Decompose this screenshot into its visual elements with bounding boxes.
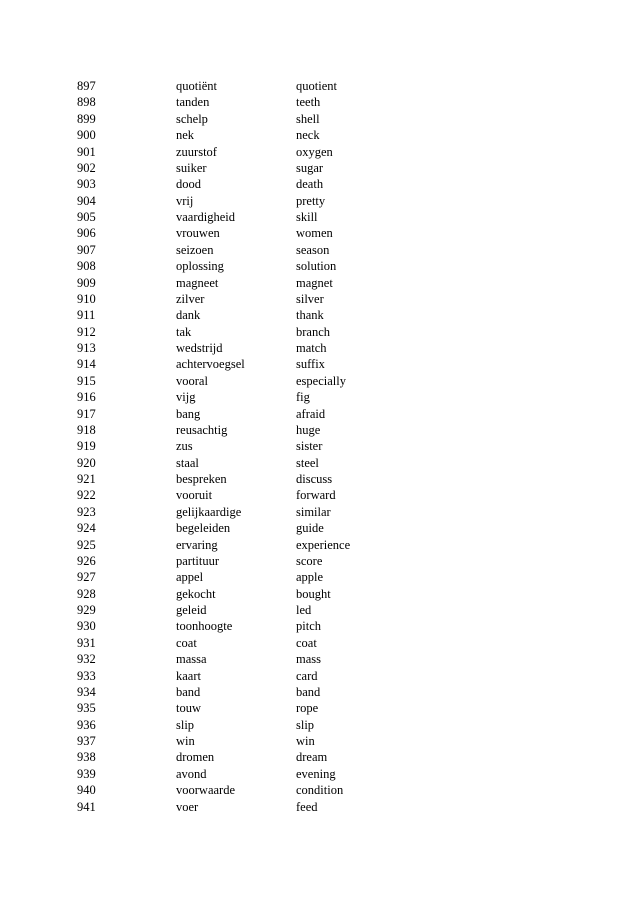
english-word: forward xyxy=(296,488,336,503)
row-number: 897 xyxy=(77,79,96,93)
dutch-word: voer xyxy=(176,799,199,814)
dutch-word: vrouwen xyxy=(176,226,220,241)
row-number: 907 xyxy=(77,242,96,257)
english-word: experience xyxy=(296,537,351,552)
row-number: 923 xyxy=(77,504,96,519)
row-number: 921 xyxy=(77,472,96,486)
row-number: 919 xyxy=(77,439,96,454)
english-word: steel xyxy=(296,455,319,470)
row-number: 929 xyxy=(77,603,96,617)
dutch-word: partituur xyxy=(176,553,220,568)
english-word: band xyxy=(296,684,321,699)
row-number: 939 xyxy=(77,766,96,781)
english-word: season xyxy=(296,242,330,257)
dutch-word: ervaring xyxy=(176,537,218,552)
english-word: slip xyxy=(296,717,315,732)
dutch-word: seizoen xyxy=(176,242,214,257)
english-word: death xyxy=(296,177,324,192)
dutch-word: bespreken xyxy=(176,472,227,486)
dutch-word: begeleiden xyxy=(176,521,231,536)
dutch-word: vooral xyxy=(176,373,208,388)
dutch-word: toonhoogte xyxy=(176,619,233,634)
english-word: score xyxy=(296,553,323,568)
dutch-word: bang xyxy=(176,406,201,421)
dutch-word: gelijkaardige xyxy=(176,504,242,519)
row-number: 908 xyxy=(77,259,96,274)
dutch-word: touw xyxy=(176,701,201,716)
row-number: 914 xyxy=(77,357,96,372)
row-number: 911 xyxy=(77,308,96,323)
dutch-word: zilver xyxy=(176,291,205,306)
row-number: 935 xyxy=(77,701,96,716)
dutch-word: voorwaarde xyxy=(176,783,235,798)
english-word: rope xyxy=(296,701,319,716)
english-word: pretty xyxy=(296,193,326,208)
english-word: women xyxy=(296,226,333,241)
english-word: quotient xyxy=(296,79,337,93)
dutch-word: slip xyxy=(176,717,195,732)
english-word: guide xyxy=(296,521,324,536)
english-word: win xyxy=(296,734,315,748)
row-number: 904 xyxy=(77,193,96,208)
dutch-word: gekocht xyxy=(176,586,216,601)
english-word: teeth xyxy=(296,95,321,110)
dutch-word: appel xyxy=(176,570,204,585)
english-word: solution xyxy=(296,259,337,274)
english-word: fig xyxy=(296,390,310,405)
row-number: 941 xyxy=(77,799,96,814)
dutch-word: tanden xyxy=(176,95,210,110)
english-word: match xyxy=(296,341,327,355)
dutch-word: reusachtig xyxy=(176,422,228,437)
dutch-word: win xyxy=(176,734,195,748)
english-word: magnet xyxy=(296,275,333,290)
row-number: 917 xyxy=(77,406,96,421)
dutch-word: zus xyxy=(176,439,193,454)
dutch-word: dromen xyxy=(176,750,215,765)
english-word: especially xyxy=(296,373,346,388)
row-number: 906 xyxy=(77,226,96,241)
english-word: afraid xyxy=(296,406,326,421)
row-number: 922 xyxy=(77,488,96,503)
row-number: 909 xyxy=(77,275,96,290)
english-word: mass xyxy=(296,652,321,667)
dutch-word: coat xyxy=(176,635,197,650)
english-word: sugar xyxy=(296,160,324,175)
dutch-word: massa xyxy=(176,652,207,667)
row-number: 927 xyxy=(77,570,96,585)
dutch-word: vijg xyxy=(176,390,196,405)
row-number: 913 xyxy=(77,341,96,355)
english-word: pitch xyxy=(296,619,321,634)
dutch-word: wedstrijd xyxy=(176,341,223,355)
row-number: 924 xyxy=(77,521,96,536)
english-word: led xyxy=(296,603,312,617)
row-number: 925 xyxy=(77,537,96,552)
row-number: 898 xyxy=(77,95,96,110)
row-number: 928 xyxy=(77,586,96,601)
row-number: 918 xyxy=(77,422,96,437)
row-number: 902 xyxy=(77,160,96,175)
row-number: 936 xyxy=(77,717,96,732)
english-word: huge xyxy=(296,422,321,437)
row-number: 905 xyxy=(77,210,96,224)
dutch-word: oplossing xyxy=(176,259,224,274)
english-word: apple xyxy=(296,570,324,585)
row-number: 916 xyxy=(77,390,96,405)
dutch-word: magneet xyxy=(176,275,219,290)
dutch-word: tak xyxy=(176,324,192,339)
english-word: condition xyxy=(296,783,344,798)
dutch-word: avond xyxy=(176,766,207,781)
row-number: 940 xyxy=(77,783,96,798)
dutch-word: suiker xyxy=(176,160,207,175)
dutch-word: vooruit xyxy=(176,488,213,503)
english-word: card xyxy=(296,668,318,683)
row-number: 915 xyxy=(77,373,96,388)
english-word: skill xyxy=(296,210,318,224)
english-word: silver xyxy=(296,291,324,306)
english-word: suffix xyxy=(296,357,325,372)
dutch-word: vaardigheid xyxy=(176,210,236,224)
english-word: evening xyxy=(296,766,336,781)
row-number: 899 xyxy=(77,111,96,126)
row-number: 937 xyxy=(77,734,96,748)
row-number: 900 xyxy=(77,128,96,143)
english-word: sister xyxy=(296,439,323,454)
english-word: shell xyxy=(296,111,320,126)
dutch-word: nek xyxy=(176,128,195,143)
english-word: dream xyxy=(296,750,328,765)
dutch-word: kaart xyxy=(176,668,201,683)
row-number: 933 xyxy=(77,668,96,683)
english-word: neck xyxy=(296,128,320,143)
dutch-word: zuurstof xyxy=(176,144,217,159)
dutch-word: vrij xyxy=(176,193,194,208)
english-word: thank xyxy=(296,308,324,323)
row-number: 901 xyxy=(77,144,96,159)
row-number: 926 xyxy=(77,553,96,568)
row-number: 934 xyxy=(77,684,96,699)
english-word: branch xyxy=(296,324,331,339)
row-number: 910 xyxy=(77,291,96,306)
row-number: 930 xyxy=(77,619,96,634)
row-number: 912 xyxy=(77,324,96,339)
row-number: 903 xyxy=(77,177,96,192)
dutch-word: achtervoegsel xyxy=(176,357,245,372)
dutch-word: quotiënt xyxy=(176,79,217,93)
dutch-word: dank xyxy=(176,308,201,323)
english-word: oxygen xyxy=(296,144,333,159)
english-word: bought xyxy=(296,586,331,601)
row-number: 931 xyxy=(77,635,96,650)
row-number: 932 xyxy=(77,652,96,667)
dutch-word: dood xyxy=(176,177,201,192)
english-word: feed xyxy=(296,799,318,814)
dutch-word: schelp xyxy=(176,111,208,126)
english-word: similar xyxy=(296,504,331,519)
english-word: coat xyxy=(296,635,317,650)
dutch-word: staal xyxy=(176,455,199,470)
dutch-word: geleid xyxy=(176,603,207,617)
english-word: discuss xyxy=(296,472,333,486)
row-number: 920 xyxy=(77,455,96,470)
dutch-word: band xyxy=(176,684,201,699)
row-number: 938 xyxy=(77,750,96,765)
